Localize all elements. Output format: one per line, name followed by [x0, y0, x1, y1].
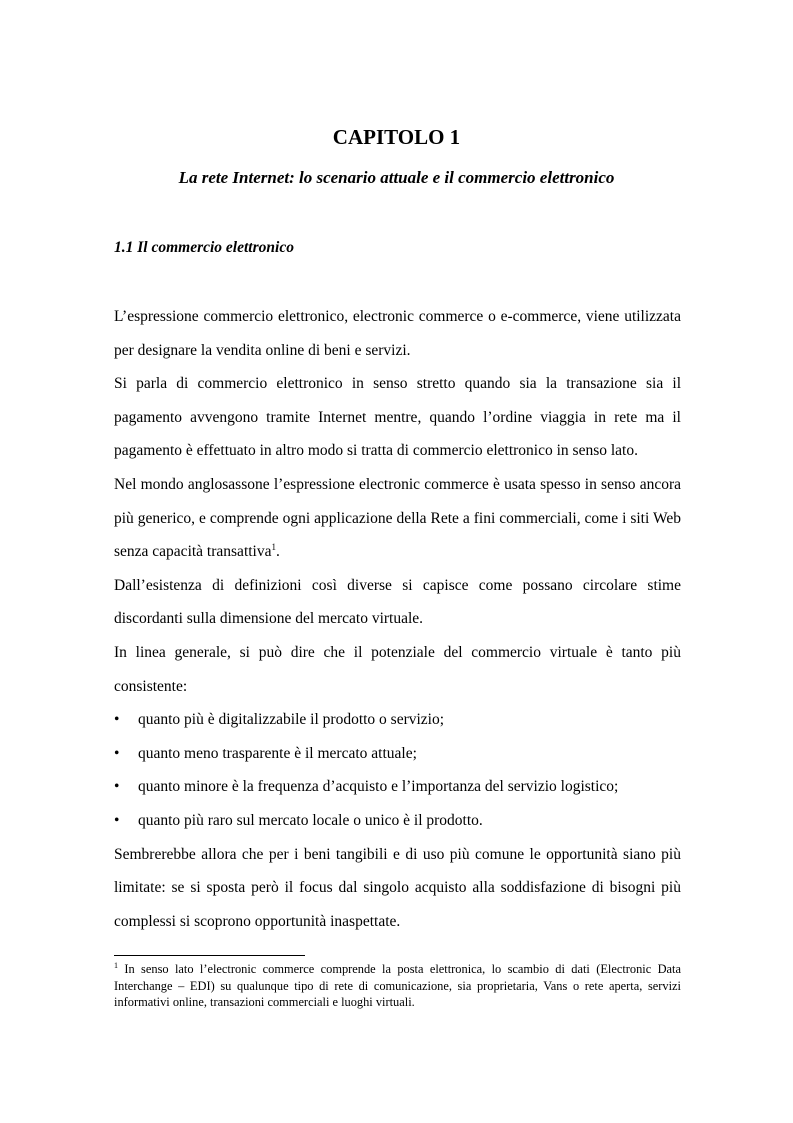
- footnote: [114, 961, 681, 1011]
- list-item-text: quanto minore è la frequenza d’acquisto e l’importanza del servizio logistico;: [138, 778, 619, 796]
- footnote-text: In senso lato l’electronic commerce comprende la posta elettronica, lo scambio di dati (Electronic Data Interchange – EDI) su qualunque tipo di rete di comunicazione, sia proprietaria, Vans o rete aperta, servizi informativi online, transazioni commerciali e luoghi virtuali.: [114, 962, 681, 1009]
- bullet-list: [114, 703, 681, 837]
- body-text: [114, 300, 681, 938]
- footnote-reference[interactable]: 1: [271, 542, 276, 552]
- chapter-title: CAPITOLO 1: [332, 125, 461, 149]
- paragraph-conclusion: Sembrerebbe allora che per i beni tangibili e di uso più comune le opportunità siano più limitate: se si sposta però il focus dal singolo acquisto alla soddisfazione di bisogni più complessi si scoprono opportunità inaspettate.: [114, 845, 681, 930]
- bullet-icon: •: [114, 778, 120, 796]
- footnote-divider: [114, 955, 305, 956]
- bullet-icon: •: [114, 744, 120, 762]
- paragraph-anglo-saxon-text: Nel mondo anglosassone l’espressione electronic commerce è usata spesso in senso ancora più generico, e comprende ogni applicazione della Rete a fini commerciali, come i siti Web senza capacità transattiva: [114, 475, 681, 561]
- list-item: [114, 703, 681, 737]
- list-item-text: quanto più è digitalizzabile il prodotto o servizio;: [138, 711, 445, 729]
- list-item-text: quanto più raro sul mercato locale o unico è il prodotto.: [138, 811, 483, 829]
- paragraph-definition: L’espressione commercio elettronico, electronic commerce o e-commerce, viene utilizzata per designare la vendita online di beni e servizi.: [114, 308, 681, 359]
- list-item-text: quanto meno trasparente è il mercato attuale;: [138, 744, 417, 762]
- list-item: [114, 770, 681, 804]
- paragraph-strict-vs-broad: Si parla di commercio elettronico in senso stretto quando sia la transazione sia il pagamento avvengono tramite Internet mentre, quando l’ordine viaggia in rete ma il pagamento è effettuato in altro modo si tratta di commercio elettronico in senso lato.: [114, 375, 681, 460]
- chapter-subtitle: La rete Internet: lo scenario attuale e il commercio elettronico: [178, 168, 615, 187]
- paragraph-anglo-saxon-end: .: [276, 543, 280, 561]
- paragraph-estimates: Dall’esistenza di definizioni così diverse si capisce come possano circolare stime discordanti sulla dimensione del mercato virtuale.: [114, 576, 681, 628]
- paragraph-potential: In linea generale, si può dire che il potenziale del commercio virtuale è tanto più consistente:: [114, 643, 681, 695]
- list-item: [114, 804, 681, 838]
- bullet-icon: •: [114, 811, 120, 829]
- footnote-number: 1: [114, 960, 118, 970]
- list-item: [114, 737, 681, 771]
- section-heading: 1.1 Il commercio elettronico: [114, 239, 294, 256]
- paragraph-anglo-saxon: [114, 468, 681, 569]
- bullet-icon: •: [114, 711, 120, 729]
